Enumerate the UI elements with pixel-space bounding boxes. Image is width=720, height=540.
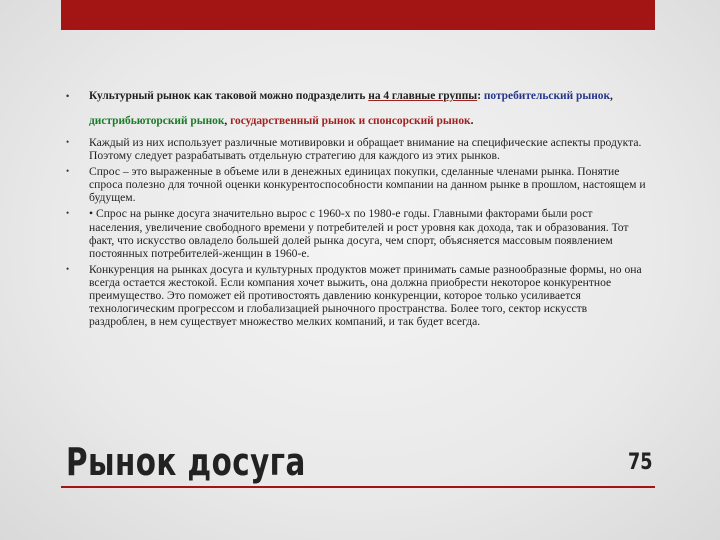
bullet-text-1-part-2: :: [477, 90, 484, 102]
bullet-item-4: [66, 207, 646, 259]
bullet-text-1-part-3: потребительский рынок: [483, 90, 611, 102]
slide-title: Рынок досуга: [66, 440, 306, 484]
bullet-icon: •: [66, 137, 70, 147]
bullet-text-1-part-1: на 4 главные группы: [368, 90, 478, 102]
bullet-text-3: Спрос – это выраженные в объеме или в денежных единицах покупки, сделанные членами рынка. Понятие спроса полезно для точной оценки конкурентоспособности компании на данном рынке в прошлом, настоящем и будущем.: [89, 165, 646, 205]
bullet-icon: •: [66, 91, 70, 101]
bullet-text-1-part-9: спонсорский рынок: [367, 114, 471, 127]
bullet-text-5: Конкуренция на рынках досуга и культурных продуктов может принимать самые разнообразные формы, но она всегда остается жестокой. Если компания хочет выжить, она должна приобрести некоторое конкурентное преимущество. Это поможет ей противостоять давлению конкуренции, которое только усиливается технологическим прогрессом и глобализацией рыночного пространства. Более того, сектор искусств раздроблен, в нем существует множество мелких компаний, и так будет всегда.: [89, 262, 642, 329]
bullet-text-1-part-4: ,: [610, 90, 613, 102]
bullet-item-2: [66, 136, 646, 162]
bullet-text-1-part-8: и: [355, 114, 368, 127]
bullet-icon: •: [66, 263, 70, 274]
bullet-icon: •: [66, 208, 70, 219]
bullet-item-1: [66, 84, 646, 133]
page-number: 75: [628, 450, 653, 475]
bullet-text-1-part-0: Культурный рынок как таковой можно подразделить: [89, 90, 369, 102]
bullet-text-1-part-5: дистрибьюторский рынок: [89, 114, 225, 127]
bullet-text-1-part-6: ,: [224, 114, 231, 127]
bullet-text-4: • Спрос на рынке досуга значительно вырос с 1960-х по 1980-е годы. Главными факторами были рост населения, увеличение свободного времени у потребителей и рост уровня как дохода, так и образования. Тот факт, что искусство овладело большей долей рынка досуга, чем спорт, объясняется массовым появлением постоянных потребителей-женщин в 1960-е.: [89, 207, 629, 260]
bullet-text-1-part-7: государственный рынок: [230, 114, 356, 127]
bullet-icon: •: [66, 166, 70, 177]
bullet-list: [66, 84, 646, 328]
bullet-text-1-part-10: .: [470, 114, 474, 127]
top-accent-bar: [61, 0, 655, 30]
bottom-rule: [61, 486, 655, 488]
bullet-item-5: [66, 263, 646, 328]
slide-body: [66, 84, 646, 328]
bullet-item-3: [66, 165, 646, 204]
bullet-text-2: Каждый из них использует различные мотивировки и обращает внимание на специфические аспекты продукта. Поэтому следует разрабатывать отдельную стратегию для каждого из этих рынков.: [89, 136, 642, 163]
